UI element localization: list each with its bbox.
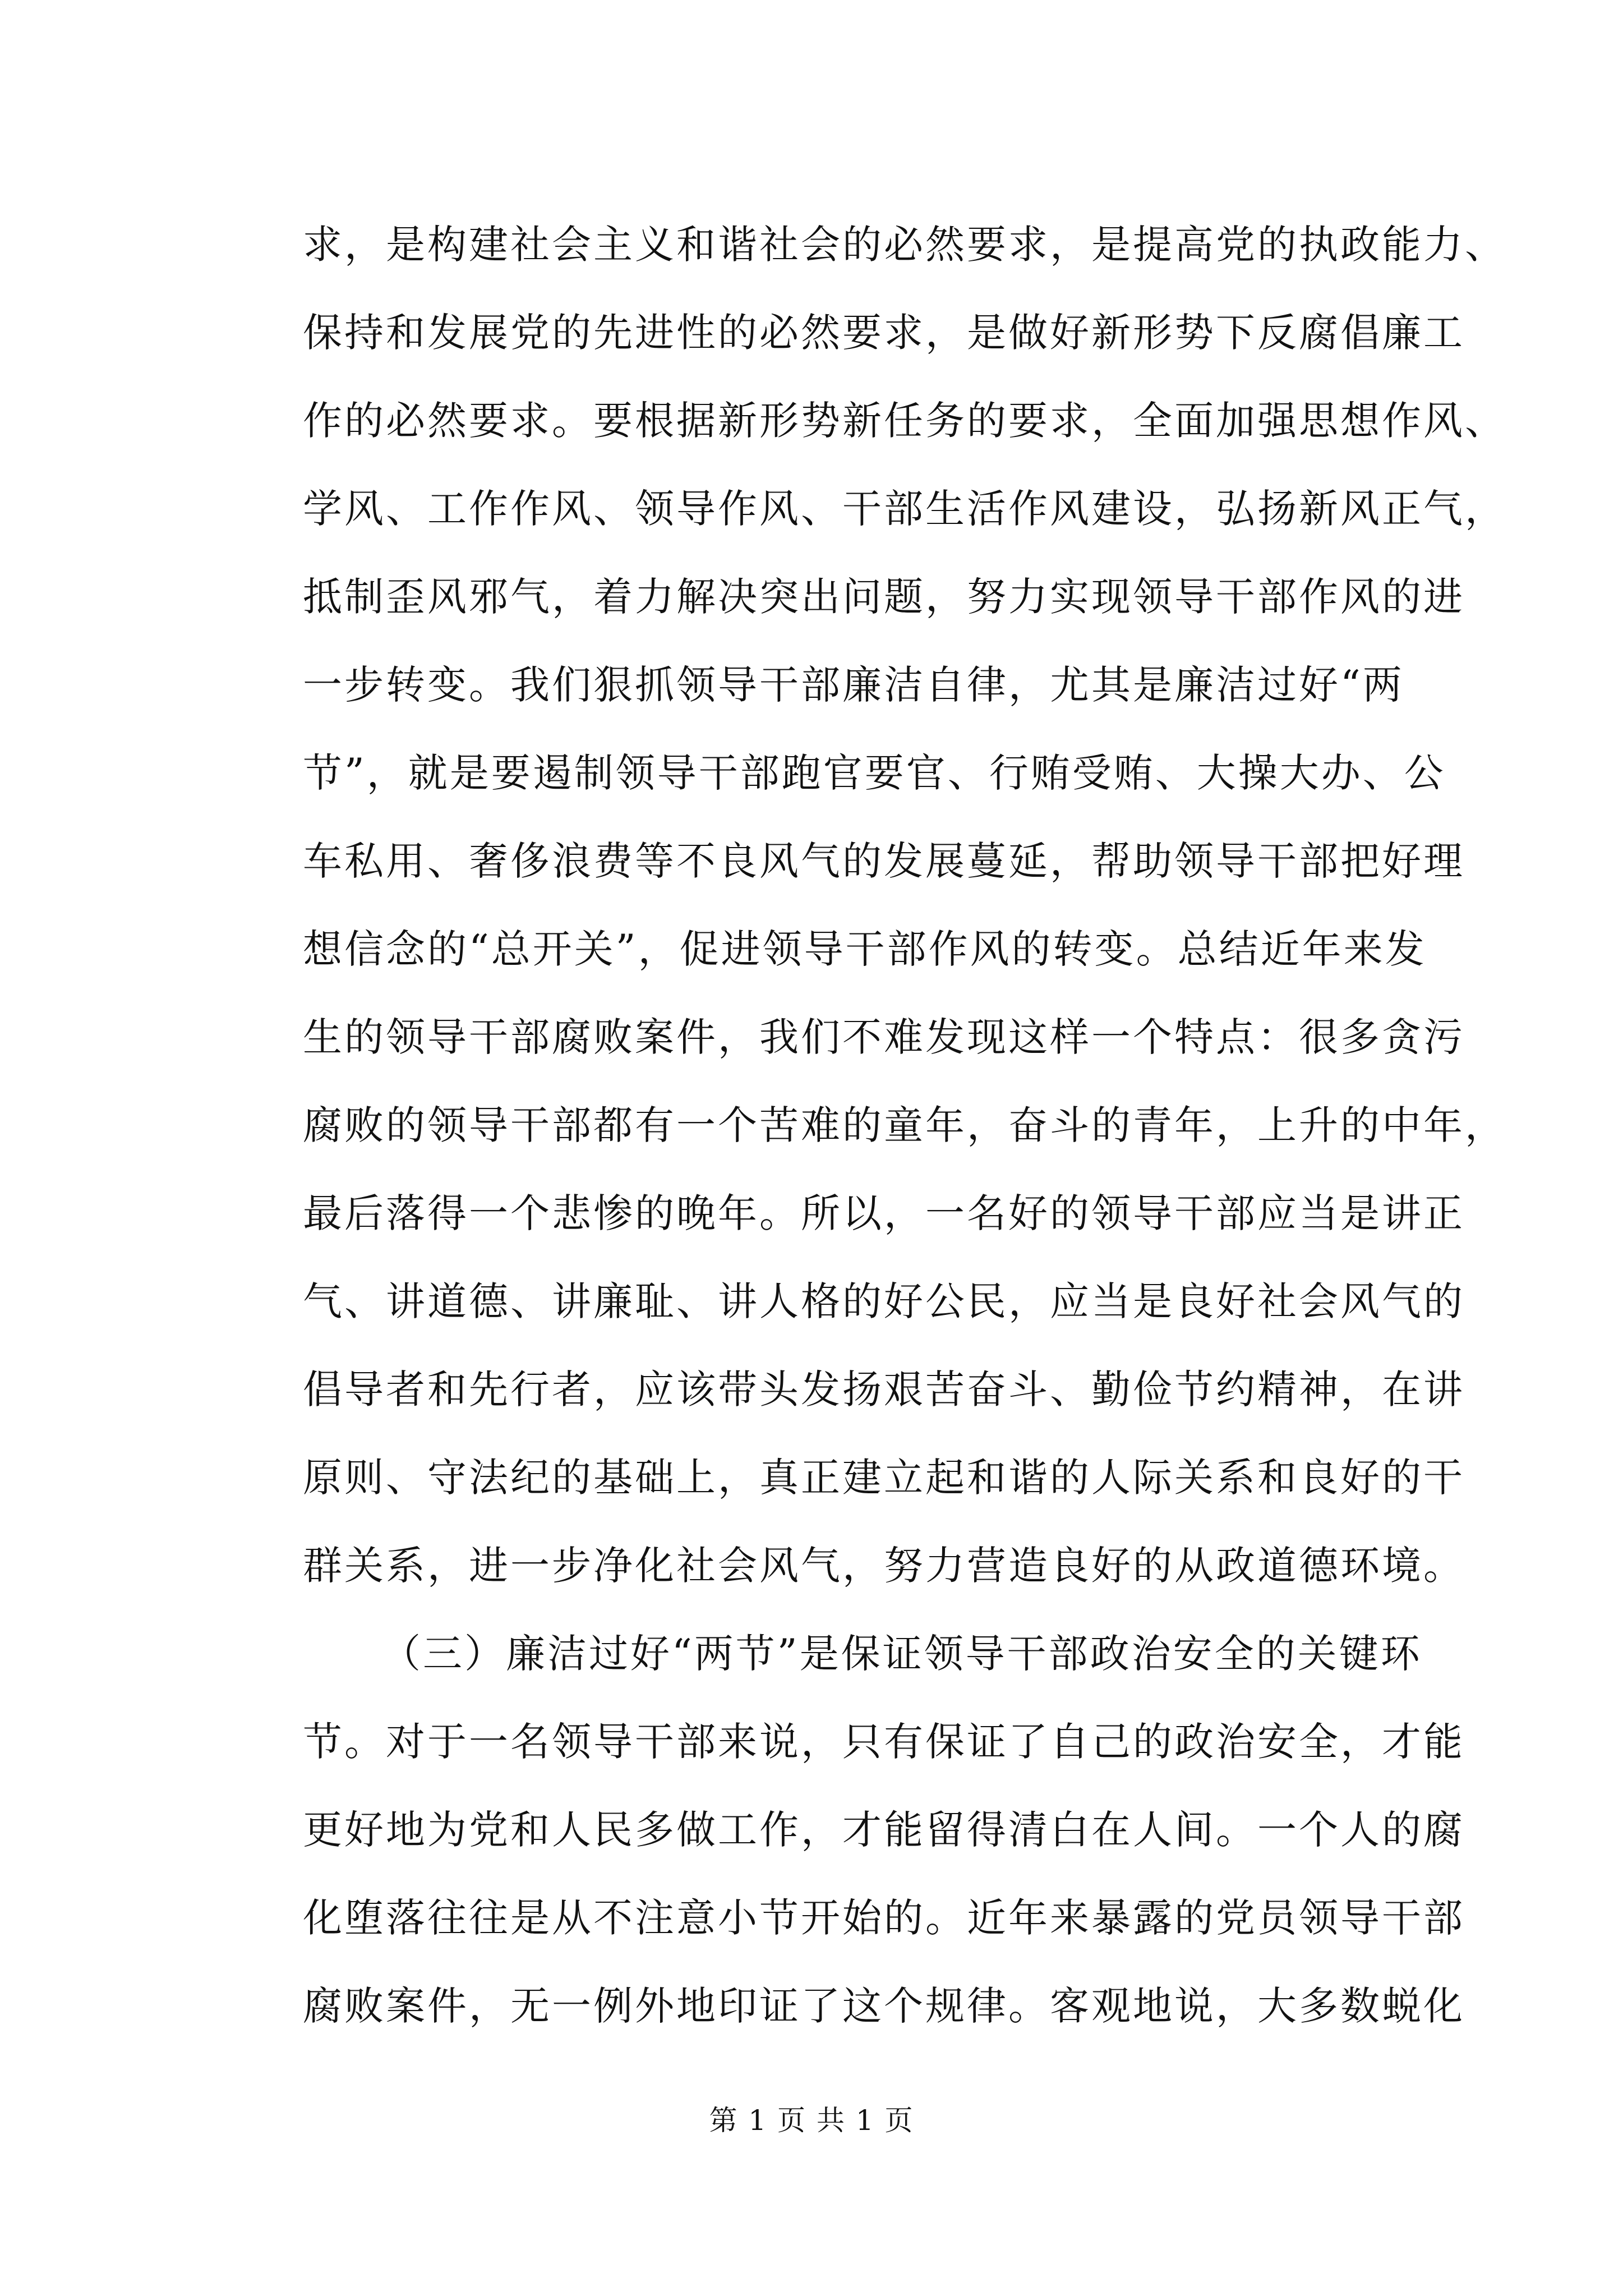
text-line: 生的领导干部腐败案件，我们不难发现这样一个特点：很多贪污 xyxy=(303,1014,1465,1060)
text-line: 原则、守法纪的基础上，真正建立起和谐的人际关系和良好的干 xyxy=(303,1455,1465,1501)
text-line: 腐败的领导干部都有一个苦难的童年，奋斗的青年，上升的中年， xyxy=(303,1102,1506,1148)
body-text xyxy=(303,201,1506,2050)
text-line: 作的必然要求。要根据新形势新任务的要求，全面加强思想作风、 xyxy=(303,398,1506,444)
text-line: 求，是构建社会主义和谐社会的必然要求，是提高党的执政能力、 xyxy=(303,222,1506,268)
text-line: 一步转变。我们狠抓领导干部廉洁自律，尤其是廉洁过好“两 xyxy=(303,662,1404,708)
text-line: 倡导者和先行者，应该带头发扬艰苦奋斗、勤俭节约精神，在讲 xyxy=(303,1366,1465,1412)
text-line: 最后落得一个悲惨的晚年。所以，一名好的领导干部应当是讲正 xyxy=(303,1190,1465,1236)
text-line: 抵制歪风邪气，着力解决突出问题，努力实现领导干部作风的进 xyxy=(303,574,1465,620)
section-heading-line: （三）廉洁过好“两节”是保证领导干部政治安全的关键环 xyxy=(381,1631,1422,1677)
text-line: 学风、工作作风、领导作风、干部生活作风建设，弘扬新风正气， xyxy=(303,486,1506,532)
text-line: 更好地为党和人民多做工作，才能留得清白在人间。一个人的腐 xyxy=(303,1807,1465,1853)
text-line: 保持和发展党的先进性的必然要求，是做好新形势下反腐倡廉工 xyxy=(303,310,1465,356)
text-line: 腐败案件，无一例外地印证了这个规律。客观地说，大多数蜕化 xyxy=(303,1983,1465,2029)
text-line: 想信念的“总开关”，促进领导干部作风的转变。总结近年来发 xyxy=(303,926,1427,972)
text-line: 化堕落往往是从不注意小节开始的。近年来暴露的党员领导干部 xyxy=(303,1895,1465,1941)
text-line: 群关系，进一步净化社会风气，努力营造良好的从政道德环境。 xyxy=(303,1543,1465,1589)
text-line: 车私用、奢侈浪费等不良风气的发展蔓延，帮助领导干部把好理 xyxy=(303,838,1465,884)
text-line: 气、讲道德、讲廉耻、讲人格的好公民，应当是良好社会风气的 xyxy=(303,1278,1465,1324)
text-line: 节。对于一名领导干部来说，只有保证了自己的政治安全，才能 xyxy=(303,1719,1465,1765)
text-line: 节”，就是要遏制领导干部跑官要官、行贿受贿、大操大办、公 xyxy=(303,750,1446,796)
page-footer: 第 1 页 共 1 页 xyxy=(709,2104,914,2137)
